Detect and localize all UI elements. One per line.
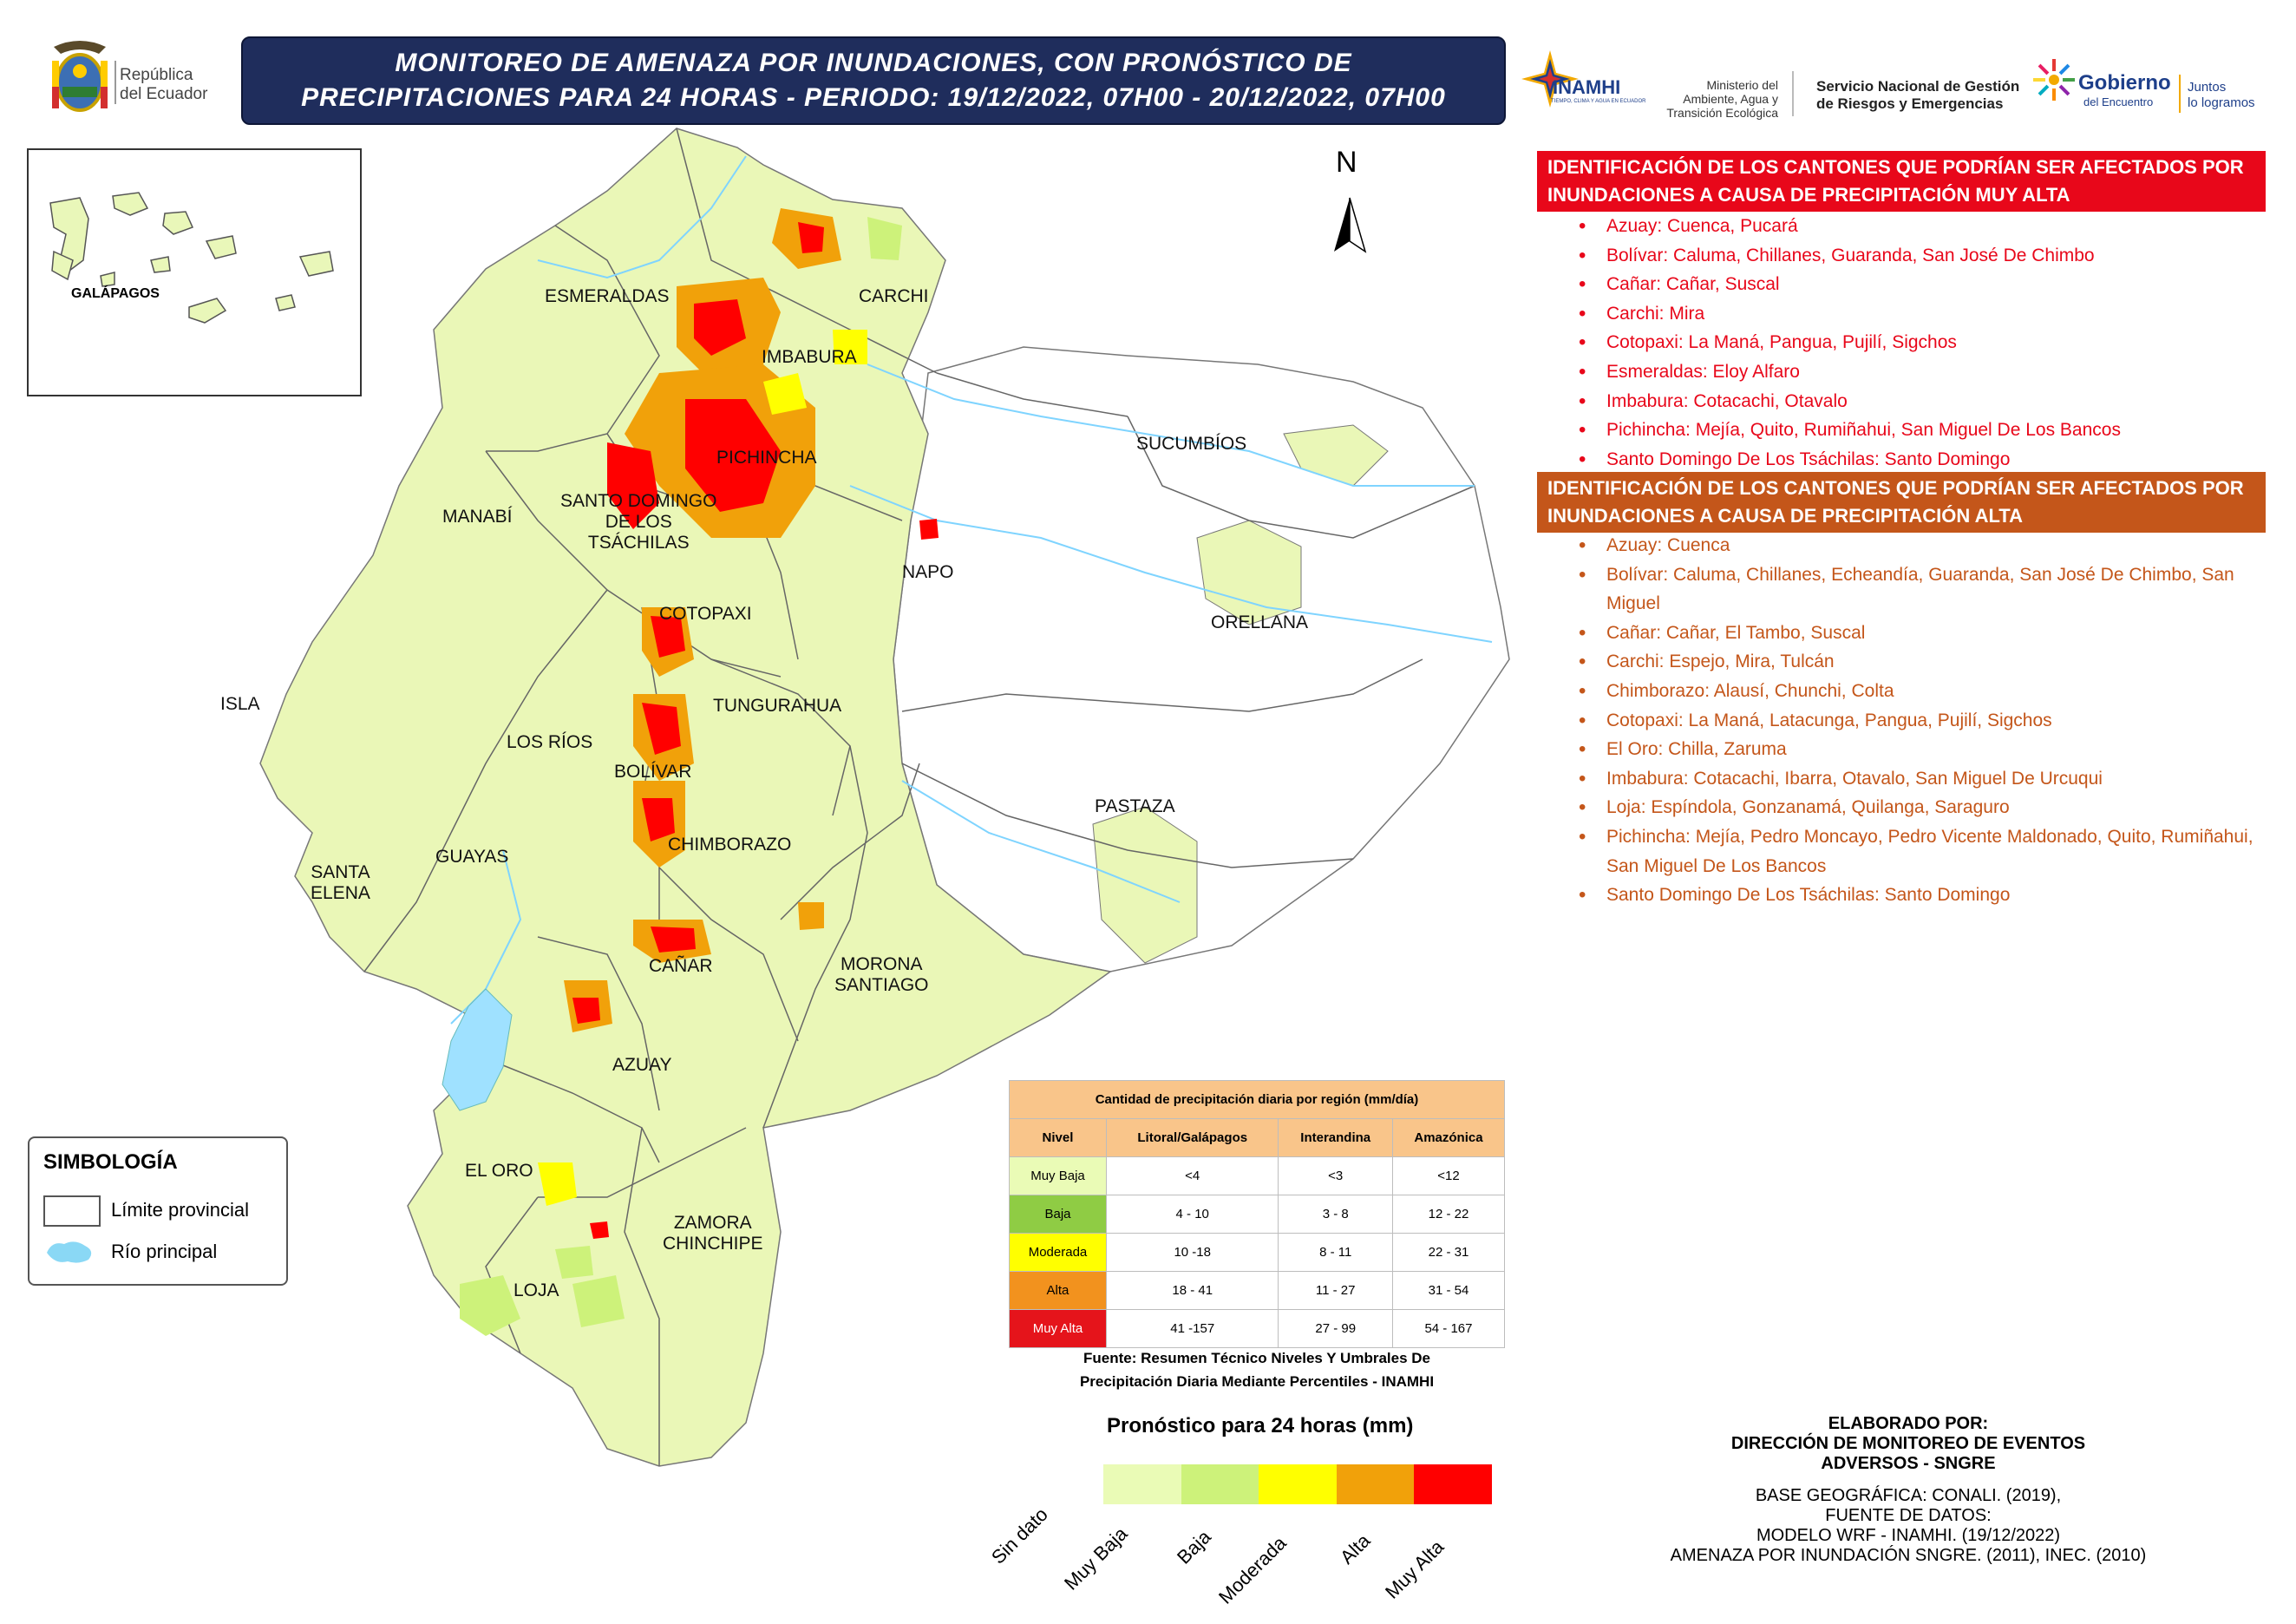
table-header: Amazónica — [1392, 1119, 1504, 1157]
table-row — [1010, 1272, 1505, 1310]
label-orellana: ORELLANA — [1211, 612, 1309, 632]
table-header: Litoral/Galápagos — [1106, 1119, 1279, 1157]
table-cell: 3 - 8 — [1279, 1195, 1392, 1234]
santa-elena-line-1: SANTA — [311, 862, 370, 882]
fuente-line: FUENTE DE DATOS: — [1825, 1506, 1992, 1525]
amenaza-line: AMENAZA POR INUNDACIÓN SNGRE. (2011), INEC. (2010) — [1670, 1546, 2147, 1565]
label-pastaza: PASTAZA — [1095, 796, 1175, 816]
table-cell: 10 -18 — [1106, 1234, 1279, 1272]
level-cell: Muy Baja — [1010, 1157, 1107, 1195]
level-cell: Muy Alta — [1010, 1310, 1107, 1348]
list-item: • Santo Domingo De Los Tsáchilas: Santo Domingo — [1579, 445, 2273, 475]
table-cell: 54 - 167 — [1392, 1310, 1504, 1348]
table-title: Cantidad de precipitación diaria por región (mm/día) — [1010, 1081, 1505, 1119]
juntos-line-1: Juntos — [2188, 80, 2227, 95]
list-item: • Santo Domingo De Los Tsáchilas: Santo Domingo — [1579, 881, 2273, 910]
sngre-line-2: de Riesgos y Emergencias — [1816, 95, 2004, 112]
alta-header-line-2: INUNDACIONES A CAUSA DE PRECIPITACIÓN ALTA — [1547, 505, 2023, 527]
label-bolivar: BOLÍVAR — [614, 762, 692, 782]
legend-swatch-muy-alta — [1414, 1464, 1492, 1504]
table-cell: 31 - 54 — [1392, 1272, 1504, 1310]
label-los-rios: LOS RÍOS — [507, 732, 593, 752]
label-manabi: MANABÍ — [442, 507, 513, 527]
santo-domingo-line-2: DE LOS — [605, 512, 672, 532]
label-sucumbios: SUCUMBÍOS — [1136, 434, 1247, 454]
legend-label-alta: Alta — [1336, 1529, 1375, 1568]
label-tungurahua: TUNGURAHUA — [713, 696, 842, 716]
simbologia-box — [28, 1136, 288, 1286]
label-cotopaxi: COTOPAXI — [659, 604, 752, 624]
list-item: • Imbabura: Cotacachi, Ibarra, Otavalo, San Miguel De Urcuqui — [1579, 764, 2273, 794]
label-morona-santiago — [834, 954, 929, 996]
label-imbabura: IMBABURA — [762, 347, 857, 367]
level-cell: Baja — [1010, 1195, 1107, 1234]
list-item: • Azuay: Cuenca — [1579, 531, 2273, 560]
list-item: • El Oro: Chilla, Zaruma — [1579, 735, 2273, 764]
limite-swatch — [43, 1195, 101, 1227]
simbologia-title: SIMBOLOGÍA — [43, 1150, 178, 1174]
list-item: • Bolívar: Caluma, Chillanes, Echeandía, Guaranda, San José De Chimbo, San Miguel — [1579, 560, 2273, 619]
inamhi-name: INAMHI — [1553, 76, 1621, 98]
label-zamora-chinchipe — [663, 1213, 763, 1254]
muy-alta-header-line-1: IDENTIFICACIÓN DE LOS CANTONES QUE PODRÍAN SER AFECTADOS POR — [1547, 156, 2244, 178]
legend-label-baja: Baja — [1173, 1525, 1215, 1568]
label-pichincha: PICHINCHA — [716, 448, 817, 468]
table-cell: 4 - 10 — [1106, 1195, 1279, 1234]
gobierno-subtitle: del Encuentro — [2083, 95, 2154, 108]
label-el-oro: EL ORO — [465, 1161, 533, 1181]
alta-list — [1579, 531, 2273, 910]
level-cell: Alta — [1010, 1272, 1107, 1310]
label-guayas: GUAYAS — [435, 847, 509, 867]
table-cell: <3 — [1279, 1157, 1392, 1195]
label-santa-elena — [311, 862, 370, 904]
galapagos-label: GALÁPAGOS — [71, 286, 160, 301]
list-item: • Cotopaxi: La Maná, Latacunga, Pangua, Pujilí, Sigchos — [1579, 706, 2273, 736]
list-item: • Carchi: Mira — [1579, 299, 2273, 329]
ministerio-line-2: Ambiente, Agua y — [1683, 92, 1778, 106]
list-item: • Bolívar: Caluma, Chillanes, Guaranda, San José De Chimbo — [1579, 241, 2273, 271]
juntos-line-2: lo logramos — [2188, 95, 2255, 110]
table-cell: 18 - 41 — [1106, 1272, 1279, 1310]
muy-alta-list — [1579, 212, 2273, 474]
table-cell: <12 — [1392, 1157, 1504, 1195]
legend-label-sin-dato: Sin dato — [987, 1503, 1052, 1568]
elaborado-line-3: ADVERSOS - SNGRE — [1821, 1454, 1996, 1473]
table-row — [1010, 1234, 1505, 1272]
table-cell: 11 - 27 — [1279, 1272, 1392, 1310]
label-santo-domingo — [560, 491, 716, 553]
title-line-1: MONITOREO DE AMENAZA POR INUNDACIONES, CON PRONÓSTICO DE — [395, 49, 1352, 77]
list-item: • Cañar: Cañar, Suscal — [1579, 270, 2273, 299]
river-swatch-icon — [43, 1235, 97, 1267]
north-arrow-icon — [1334, 198, 1365, 252]
gobierno-name: Gobierno — [2078, 71, 2171, 95]
santo-domingo-line-3: TSÁCHILAS — [587, 533, 690, 553]
list-item: • Pichincha: Mejía, Pedro Moncayo, Pedro Vicente Maldonado, Quito, Rumiñahui, San Miguel De Los Bancos — [1579, 822, 2273, 881]
morona-line-2: SANTIAGO — [834, 975, 929, 995]
base-line: BASE GEOGRÁFICA: CONALI. (2019), — [1755, 1486, 2062, 1505]
title-line-2: PRECIPITACIONES PARA 24 HORAS - PERIODO: 19/12/2022, 07H00 - 20/12/2022, 07H00 — [301, 83, 1446, 112]
muy-alta-header-line-2: INUNDACIONES A CAUSA DE PRECIPITACIÓN MUY ALTA — [1547, 184, 2070, 206]
color-legend-title: Pronóstico para 24 horas (mm) — [1107, 1414, 1414, 1437]
north-arrow-label: N — [1336, 146, 1357, 179]
morona-line-1: MORONA — [841, 954, 923, 974]
sngre-line-1: Servicio Nacional de Gestión — [1816, 78, 2020, 95]
elaborado-line-1: ELABORADO POR: — [1828, 1414, 1989, 1433]
list-item: • Azuay: Cuenca, Pucará — [1579, 212, 2273, 241]
alta-header — [1537, 472, 2266, 533]
list-item: • Cañar: Cañar, El Tambo, Suscal — [1579, 619, 2273, 648]
thresholds-table — [1009, 1080, 1505, 1348]
ministerio-line-3: Transición Ecológica — [1666, 106, 1778, 120]
list-item: • Pichincha: Mejía, Quito, Rumiñahui, San Miguel De Los Bancos — [1579, 416, 2273, 445]
legend-label-muy-baja: Muy Baja — [1060, 1522, 1132, 1595]
santo-domingo-line-1: SANTO DOMINGO — [560, 491, 717, 511]
legend-label-moderada: Moderada — [1214, 1531, 1291, 1608]
ministerio-line-1: Ministerio del — [1706, 78, 1778, 92]
list-item: • Chimborazo: Alausí, Chunchi, Colta — [1579, 677, 2273, 706]
modelo-line: MODELO WRF - INAMHI. (19/12/2022) — [1756, 1526, 2061, 1545]
elaborado-line-2: DIRECCIÓN DE MONITOREO DE EVENTOS — [1730, 1434, 2086, 1453]
label-carchi: CARCHI — [859, 286, 929, 306]
republica-line: República — [120, 66, 193, 84]
legend-swatch-alta — [1337, 1464, 1415, 1504]
alta-header-line-1: IDENTIFICACIÓN DE LOS CANTONES QUE PODRÍAN SER AFECTADOS POR — [1547, 477, 2244, 499]
list-item: • Carchi: Espejo, Mira, Tulcán — [1579, 647, 2273, 677]
legend-label-muy-alta: Muy Alta — [1381, 1536, 1449, 1603]
table-source — [1009, 1346, 1505, 1393]
table-row — [1010, 1310, 1505, 1348]
legend-swatch-muy-baja — [1103, 1464, 1181, 1504]
table-row — [1010, 1157, 1505, 1195]
label-esmeraldas: ESMERALDAS — [545, 286, 670, 306]
label-chimborazo: CHIMBORAZO — [668, 835, 792, 855]
zamora-line-1: ZAMORA — [673, 1213, 752, 1233]
credits-block — [1622, 1414, 2195, 1566]
list-item: • Imbabura: Cotacachi, Otavalo — [1579, 387, 2273, 416]
table-cell: 22 - 31 — [1392, 1234, 1504, 1272]
table-row — [1010, 1195, 1505, 1234]
label-loja: LOJA — [513, 1280, 559, 1300]
table-cell: 27 - 99 — [1279, 1310, 1392, 1348]
list-item: • Loja: Espíndola, Gonzanamá, Quilanga, Saraguro — [1579, 793, 2273, 822]
label-napo: NAPO — [902, 562, 954, 582]
table-cell: <4 — [1106, 1157, 1279, 1195]
table-source-line-2: Precipitación Diaria Mediante Percentiles - INAMHI — [1079, 1373, 1435, 1390]
limite-label: Límite provincial — [111, 1199, 249, 1221]
zamora-line-2: CHINCHIPE — [663, 1234, 763, 1254]
table-cell: 8 - 11 — [1279, 1234, 1392, 1272]
table-cell: 12 - 22 — [1392, 1195, 1504, 1234]
rio-label: Río principal — [111, 1241, 218, 1262]
level-cell: Moderada — [1010, 1234, 1107, 1272]
santa-elena-line-2: ELENA — [311, 883, 370, 903]
label-azuay: AZUAY — [612, 1055, 672, 1075]
label-isla: ISLA — [220, 694, 260, 714]
list-item: • Cotopaxi: La Maná, Pangua, Pujilí, Sigchos — [1579, 328, 2273, 357]
legend-swatch-moderada — [1259, 1464, 1337, 1504]
table-header: Interandina — [1279, 1119, 1392, 1157]
table-cell: 41 -157 — [1106, 1310, 1279, 1348]
color-legend-bar — [1103, 1464, 1492, 1504]
legend-swatch-baja — [1181, 1464, 1259, 1504]
label-canar: CAÑAR — [649, 956, 713, 976]
inamhi-tagline: TIEMPO, CLIMA Y AGUA EN ECUADOR — [1551, 99, 1646, 104]
table-header: Nivel — [1010, 1119, 1107, 1157]
muy-alta-header — [1537, 151, 2266, 212]
list-item: • Esmeraldas: Eloy Alfaro — [1579, 357, 2273, 387]
table-source-line-1: Fuente: Resumen Técnico Niveles Y Umbrales De — [1083, 1350, 1430, 1366]
del-ecuador-line: del Ecuador — [120, 85, 208, 103]
